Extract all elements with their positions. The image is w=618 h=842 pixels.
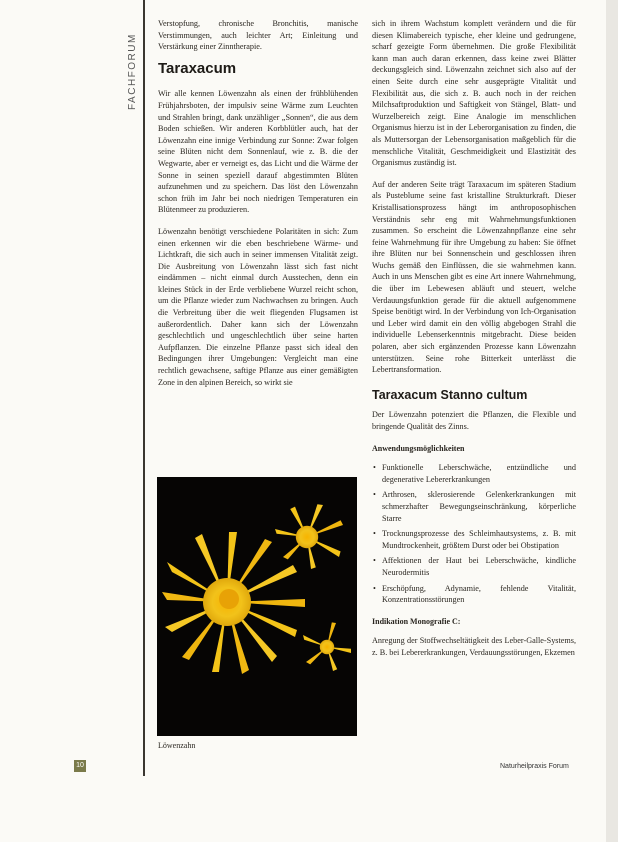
monograph-text: Anregung der Stoffwechseltätigkeit des Leber-Galle-Systems, z. B. bei Lebererkrankungen, Verdauungsstörungen, Ekzemen — [372, 636, 576, 657]
dandelion-flower-image — [157, 477, 357, 736]
body-paragraph: Auf der anderen Seite trägt Taraxacum im späteren Stadium als Pusteblume seine fast kristalline Strukturkraft. Dieser Kristallisationsprozess hängt im anthroposophischen Verständnis sehr eng mit Wahrnehmungsfunktionen zusammen. So erscheint die Löwenzahnpflanze eine sehr feine Wahrnehmung für ihre Umgebung zu haben: Sie öffnet ihre Blüten nur bei Sonnenschein und geschlossen ihren Wuchs gemäß den Einflüssen, die sie wahrnehmen kann. Auch in uns Menschen gibt es eine Art innere Wahrnehmung, die über im Lebewesen abläuft und steuert, welche Verdauungsfunktion gerade für die aktuell aufgenommene Speise benötigt wird. In der Verbindung von Ich-Organisation und Leber wird damit ein den völlig abgebogen Strahl die individuelle Lebenserkenntnis mitgebracht. Diese beiden polaren, aber sich ergänzenden Prozesse kann Löwenzahn unterstützen. Seine rohe Bitterkeit unterlässt die Lebertransformation. — [372, 179, 576, 375]
list-item: • Erschöpfung, Adynamie, fehlende Vitalität, Konzentrationsstörungen — [382, 583, 576, 606]
sub-paragraph: Der Löwenzahn potenziert die Pflanzen, die Flexible und bringende Qualität des Zinns. — [372, 410, 576, 431]
list-item: • Affektionen der Haut bei Leberschwäche, kindliche Neurodermitis — [382, 555, 576, 578]
list-item: • Trocknungsprozesse des Schleimhautsystems, z. B. mit Mundtrockenheit, größtem Durst oder bei Obstipation — [382, 528, 576, 551]
list-item: • Arthrosen, sklerosierende Gelenkerkrankungen mit schmerzhafter Bewegungseinschränkung, körperliche Starre — [382, 489, 576, 524]
list-item: • Funktionelle Leberschwäche, entzündliche und degenerative Lebererkrankungen — [382, 462, 576, 485]
monograph-label: Indikation Monografie C: — [372, 616, 461, 626]
section-subtitle: Taraxacum Stanno cultum — [372, 387, 528, 402]
indications-label: Anwendungsmöglichkeiten — [372, 443, 465, 453]
column-divider — [143, 0, 145, 776]
left-column — [158, 18, 358, 398]
body-paragraph: sich in ihrem Wachstum komplett verändern und die für diesen Klimabereich typische, eher kleine und gedrungene, scharf gezeigte Form übernehmen. Die große Flexibilität kann man auch daran erkennen, dass keine zwei Blätter deckungsgleich sind. Löwenzahn zeichnet sich also auf der einen Seite durch eine sehr ausgeprägte Vitalität und Flexibilität aus, die sich z. B. auch noch in der reichen Milchsaftproduktion und Saftigkeit von Stängel, Blatt- und Wurzelbereich zeigt. Eine Analogie im menschlichen Organismus hierzu ist in der Leberorganisation zu finden, die als Muttersorgan der Lebensorganisation maßgeblich für die menschliche Vitalität, Geschmeidigkeit und Elastizität des Organismus zuständig ist. — [372, 19, 576, 168]
body-paragraph: Wir alle kennen Löwenzahn als einen der frühblühenden Frühjahrsboten, der impulsiv seine Wärme zum Leuchten und Strahlen bringt, dank unzähliger „Sonnen“, die aus dem Boden schießen. Wir anderen Korbblütler auch, hat der Löwenzahn eine innige Verbindung zur Sonne: Zwar folgen seine Blüten nicht dem Sonnenlauf, wie z. B. die der Wegwarte, aber er verneigt es, das Licht und die Wärme der Sonne in seinen speziell darauf abgestimmten Blüten aufzunehmen und zu speichern. Das löst den Löwenzahn schon früh im Jahr bei noch niedrigen Temperaturen ein Blütenmeer zu produzieren. — [158, 89, 358, 215]
page-number: 10 — [74, 760, 86, 772]
article-title: Taraxacum — [158, 59, 237, 77]
dandelion-photo — [157, 477, 357, 736]
photo-caption: Löwenzahn — [158, 741, 196, 750]
footer-publication: Naturheilpraxis Forum — [500, 763, 569, 770]
body-paragraph: Löwenzahn benötigt verschiedene Polaritäten in sich: Zum einen erkennen wir die eben beschriebene Wärme- und Lichtkraft, die sich auch in seiner immensen Vitalität zeigt. Die Ausbreitung von Löwenzahn lässt sich fast nicht eindämmen – nicht einmal durch Ausstechen, denn ein kleines Stück in der Erde verbliebene Wurzel reicht schon, um die Pflanze wieder zum Nachwachsen zu bringen. Auch die Verbreitung über die weit fliegenden Flugsamen ist außerordentlich. Daher kann sich der Löwenzahn geschlechtlich und ungeschlechtlich über seine harten Aufpflanzen. Die einzelne Pflanze passt sich ideal den Bedingungen ihrer Umgebungen: Vergleicht man eine rechtlich gewachsene, saftige Pflanze aus einer gemäßigten Zone in den alpinen Bereich, so wirkt sie — [158, 226, 358, 387]
intro-paragraph: Verstopfung, chronische Bronchitis, manische Verstimmungen, auch leichter Art; Einleitung und Verstärkung einer Zinntherapie. — [158, 19, 358, 52]
right-column — [372, 18, 576, 669]
page-edge — [606, 0, 618, 842]
indications-list — [372, 462, 576, 606]
section-label: FACHFORUM — [127, 33, 138, 110]
